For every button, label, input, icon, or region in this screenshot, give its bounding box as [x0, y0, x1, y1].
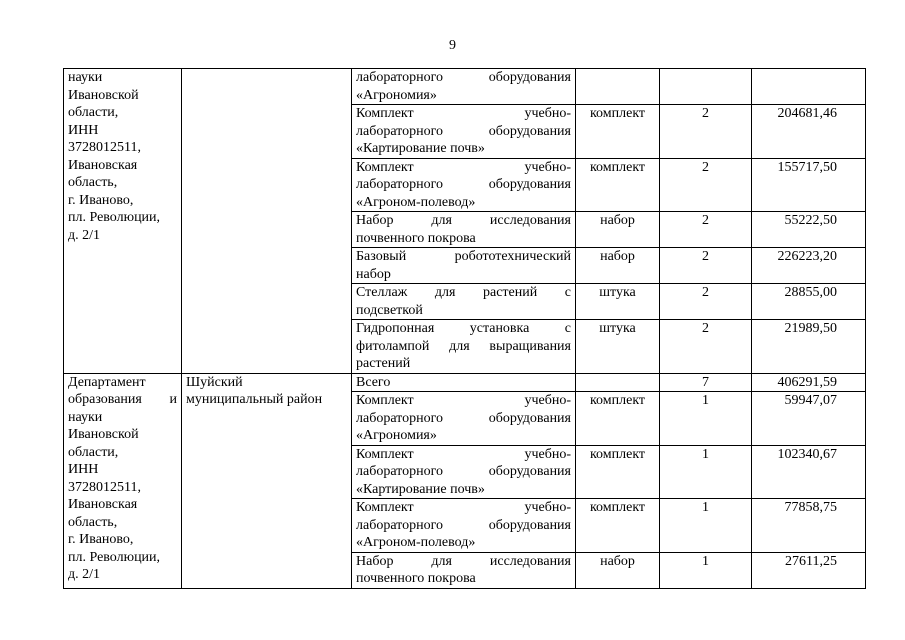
org-cell	[64, 69, 182, 374]
unit-cell: штука	[576, 284, 660, 320]
item-name-cell: Гидропонная установка с фитолампой для выращивания растений	[352, 320, 576, 374]
unit-cell	[576, 373, 660, 392]
table-row-total	[64, 373, 866, 392]
item-name-cell: лабораторного оборудования «Агрономия»	[352, 69, 576, 105]
item-name-cell: Базовый робототехнический набор	[352, 248, 576, 284]
qty-cell: 1	[660, 445, 752, 499]
org-line: область,	[68, 514, 118, 530]
page-number: 9	[449, 38, 456, 53]
item-name-cell: Набор для исследования почвенного покрова	[352, 212, 576, 248]
org-line: ИНН	[68, 462, 99, 477]
org-line: пл. Революции,	[68, 549, 161, 565]
item-name-cell: Стеллаж для растений с подсветкой	[352, 284, 576, 320]
price-cell: 77858,75	[752, 499, 866, 553]
qty-cell: 1	[660, 552, 752, 588]
org-line: 3728012511,	[68, 140, 141, 155]
qty-cell	[660, 69, 752, 105]
item-name-cell: Набор для исследования почвенного покрова	[352, 552, 576, 588]
org-line: д. 2/1	[68, 567, 101, 582]
price-cell: 28855,00	[752, 284, 866, 320]
qty-cell: 1	[660, 499, 752, 553]
org-line: ИНН	[68, 122, 99, 138]
unit-cell: комплект	[576, 105, 660, 159]
price-cell: 21989,50	[752, 320, 866, 374]
qty-cell: 2	[660, 320, 752, 374]
price-cell	[752, 69, 866, 105]
org-line: области,	[68, 444, 119, 460]
org-line: г. Иваново,	[68, 532, 134, 547]
price-cell: 59947,07	[752, 392, 866, 446]
org-line: Ивановская	[68, 157, 138, 173]
org-line: г. Иваново,	[68, 192, 134, 208]
org-line: д. 2/1	[68, 227, 101, 243]
org-line: область,	[68, 175, 118, 190]
unit-cell: штука	[576, 320, 660, 374]
org-line: Департамент образования и	[68, 374, 177, 407]
price-cell: 204681,46	[752, 105, 866, 159]
qty-cell: 1	[660, 392, 752, 446]
org-line: науки	[68, 409, 103, 425]
qty-cell: 2	[660, 284, 752, 320]
item-name-cell: Комплект учебно- лабораторного оборудования «Агроном-полевод»	[352, 158, 576, 212]
item-name-cell: Комплект учебно- лабораторного оборудования «Агроном-полевод»	[352, 499, 576, 553]
price-cell: 102340,67	[752, 445, 866, 499]
total-label-cell: Всего	[352, 373, 576, 392]
district-line: муниципальный район	[186, 392, 323, 407]
equipment-table	[63, 68, 866, 589]
unit-cell: набор	[576, 552, 660, 588]
district-cell	[182, 373, 352, 588]
unit-cell	[576, 69, 660, 105]
org-line: Ивановская	[68, 497, 138, 512]
item-name-cell: Комплект учебно- лабораторного оборудования «Агрономия»	[352, 392, 576, 446]
qty-cell: 2	[660, 248, 752, 284]
item-name-cell: Комплект учебно- лабораторного оборудования «Картирование почв»	[352, 445, 576, 499]
district-line: Шуйский	[186, 374, 243, 390]
unit-cell: комплект	[576, 499, 660, 553]
org-line: Ивановской	[68, 427, 139, 442]
price-cell: 226223,20	[752, 248, 866, 284]
district-cell	[182, 69, 352, 374]
org-line: области,	[68, 105, 119, 120]
qty-cell: 2	[660, 105, 752, 159]
total-qty-cell: 7	[660, 373, 752, 392]
unit-cell: комплект	[576, 158, 660, 212]
price-cell: 55222,50	[752, 212, 866, 248]
qty-cell: 2	[660, 158, 752, 212]
unit-cell: набор	[576, 212, 660, 248]
org-cell	[64, 373, 182, 588]
org-line: пл. Революции,	[68, 210, 161, 225]
unit-cell: комплект	[576, 392, 660, 446]
price-cell: 27611,25	[752, 552, 866, 588]
table-row	[64, 69, 866, 105]
qty-cell: 2	[660, 212, 752, 248]
total-price-cell: 406291,59	[752, 373, 866, 392]
item-name-cell: Комплект учебно- лабораторного оборудования «Картирование почв»	[352, 105, 576, 159]
unit-cell: набор	[576, 248, 660, 284]
org-line: 3728012511,	[68, 479, 141, 495]
org-line: Ивановской	[68, 87, 139, 103]
unit-cell: комплект	[576, 445, 660, 499]
org-line: науки	[68, 70, 103, 85]
price-cell: 155717,50	[752, 158, 866, 212]
